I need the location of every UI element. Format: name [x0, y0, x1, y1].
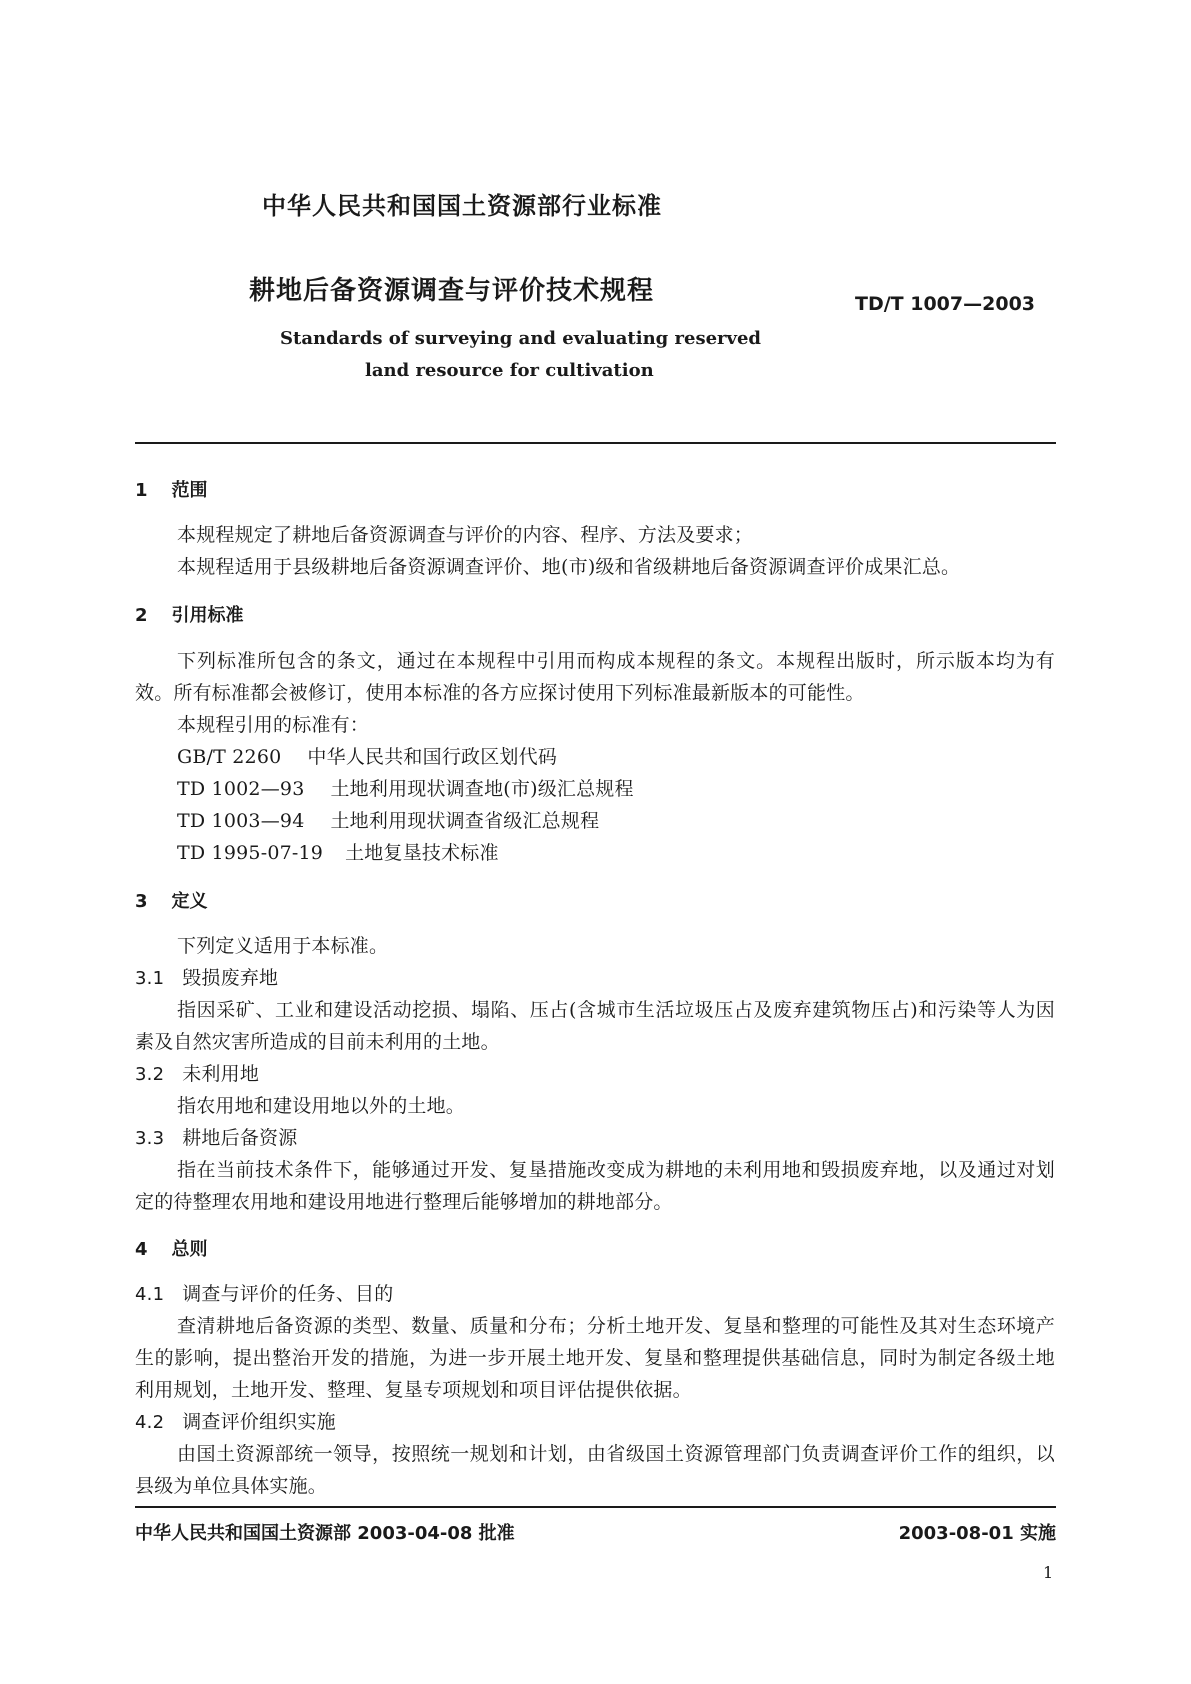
section-number: 3 [135, 891, 148, 912]
section-number: 2 [135, 605, 148, 626]
section-title: 总则 [171, 1239, 208, 1260]
clause-number: 3.2 [135, 1064, 165, 1085]
reference-list-item [177, 773, 634, 805]
section-3-heading [135, 887, 208, 913]
section-number: 4 [135, 1239, 148, 1260]
clause-3-2-heading [135, 1058, 259, 1091]
footer-rule [135, 1506, 1056, 1508]
clause-4-2-text: 由国土资源部统一领导，按照统一规划和计划，由省级国土资源管理部门负责调查评价工作的组织，以县级为单位具体实施。 [135, 1443, 1055, 1497]
reference-list-item [177, 741, 557, 773]
reference-name: 中华人民共和国行政区划代码 [307, 746, 558, 768]
clause-4-2-heading [135, 1406, 336, 1439]
clause-number: 4.1 [135, 1284, 165, 1305]
reference-name: 土地复垦技术标准 [345, 842, 499, 864]
section-title: 范围 [171, 480, 208, 501]
reference-name: 土地利用现状调查省级汇总规程 [330, 810, 600, 832]
section-title: 定义 [171, 891, 208, 912]
clause-number: 4.2 [135, 1412, 165, 1433]
clause-3-3-heading [135, 1122, 297, 1155]
clause-title: 未利用地 [182, 1063, 260, 1085]
page-number: 1 [1043, 1563, 1054, 1582]
clause-number: 3.1 [135, 968, 165, 989]
section-1-heading [135, 476, 208, 502]
clause-3-1-heading [135, 962, 278, 995]
section-2-heading [135, 601, 244, 627]
section-title: 引用标准 [171, 605, 244, 626]
document-title-cn: 耕地后备资源调查与评价技术规程 [249, 276, 655, 306]
section-1-paragraph: 本规程适用于县级耕地后备资源调查评价、地(市)级和省级耕地后备资源调查评价成果汇总。 [177, 556, 961, 578]
reference-name: 土地利用现状调查地(市)级汇总规程 [330, 778, 634, 800]
document-title-en-line2: land resource for cultivation [365, 360, 654, 381]
issuer-line: 中华人民共和国国土资源部行业标准 [262, 192, 662, 220]
clause-title: 毁损废弃地 [182, 967, 279, 989]
reference-code: TD 1995-07-19 [177, 842, 324, 864]
reference-list-item [177, 805, 599, 837]
reference-list-item [177, 837, 499, 869]
effective-date: 2003-08-01 实施 [898, 1523, 1056, 1544]
section-1-paragraph: 本规程规定了耕地后备资源调查与评价的内容、程序、方法及要求； [177, 524, 754, 546]
clause-title: 调查评价组织实施 [182, 1411, 336, 1433]
section-3-intro: 下列定义适用于本标准。 [177, 935, 389, 957]
clause-title: 耕地后备资源 [182, 1127, 298, 1149]
section-number: 1 [135, 480, 148, 501]
section-2-paragraph: 下列标准所包含的条文，通过在本规程中引用而构成本规程的条文。本规程出版时，所示版本均为有效。所有标准都会被修订，使用本标准的各方应探讨使用下列标准最新版本的可能性。 [135, 650, 1055, 704]
section-2-paragraph: 本规程引用的标准有： [177, 714, 370, 736]
clause-4-1-text: 查清耕地后备资源的类型、数量、质量和分布；分析土地开发、复垦和整理的可能性及其对生态环境产生的影响，提出整治开发的措施，为进一步开展土地开发、复垦和整理提供基础信息，同时为制定各级土地利用规划，土地开发、整理、复垦专项规划和项目评估提供依据。 [135, 1315, 1055, 1401]
clause-3-3-text: 指在当前技术条件下，能够通过开发、复垦措施改变成为耕地的未利用地和毁损废弃地，以及通过对划定的待整理农用地和建设用地进行整理后能够增加的耕地部分。 [135, 1159, 1055, 1213]
document-title-en-line1: Standards of surveying and evaluating reserved [280, 328, 762, 349]
section-4-heading [135, 1235, 208, 1261]
clause-number: 3.3 [135, 1128, 165, 1149]
header-rule [135, 442, 1056, 444]
clause-3-1-text: 指因采矿、工业和建设活动挖损、塌陷、压占(含城市生活垃圾压占及废弃建筑物压占)和污染等人为因素及自然灾害所造成的目前未利用的土地。 [135, 999, 1055, 1053]
approval-line: 中华人民共和国国土资源部 2003-04-08 批准 [135, 1523, 515, 1544]
reference-code: TD 1002—93 [177, 778, 305, 800]
reference-code: GB/T 2260 [177, 746, 282, 768]
clause-3-2-text: 指农用地和建设用地以外的土地。 [177, 1095, 466, 1117]
reference-code: TD 1003—94 [177, 810, 305, 832]
clause-4-1-heading [135, 1278, 393, 1311]
clause-title: 调查与评价的任务、目的 [182, 1283, 394, 1305]
standard-code: TD/T 1007—2003 [855, 293, 1036, 315]
